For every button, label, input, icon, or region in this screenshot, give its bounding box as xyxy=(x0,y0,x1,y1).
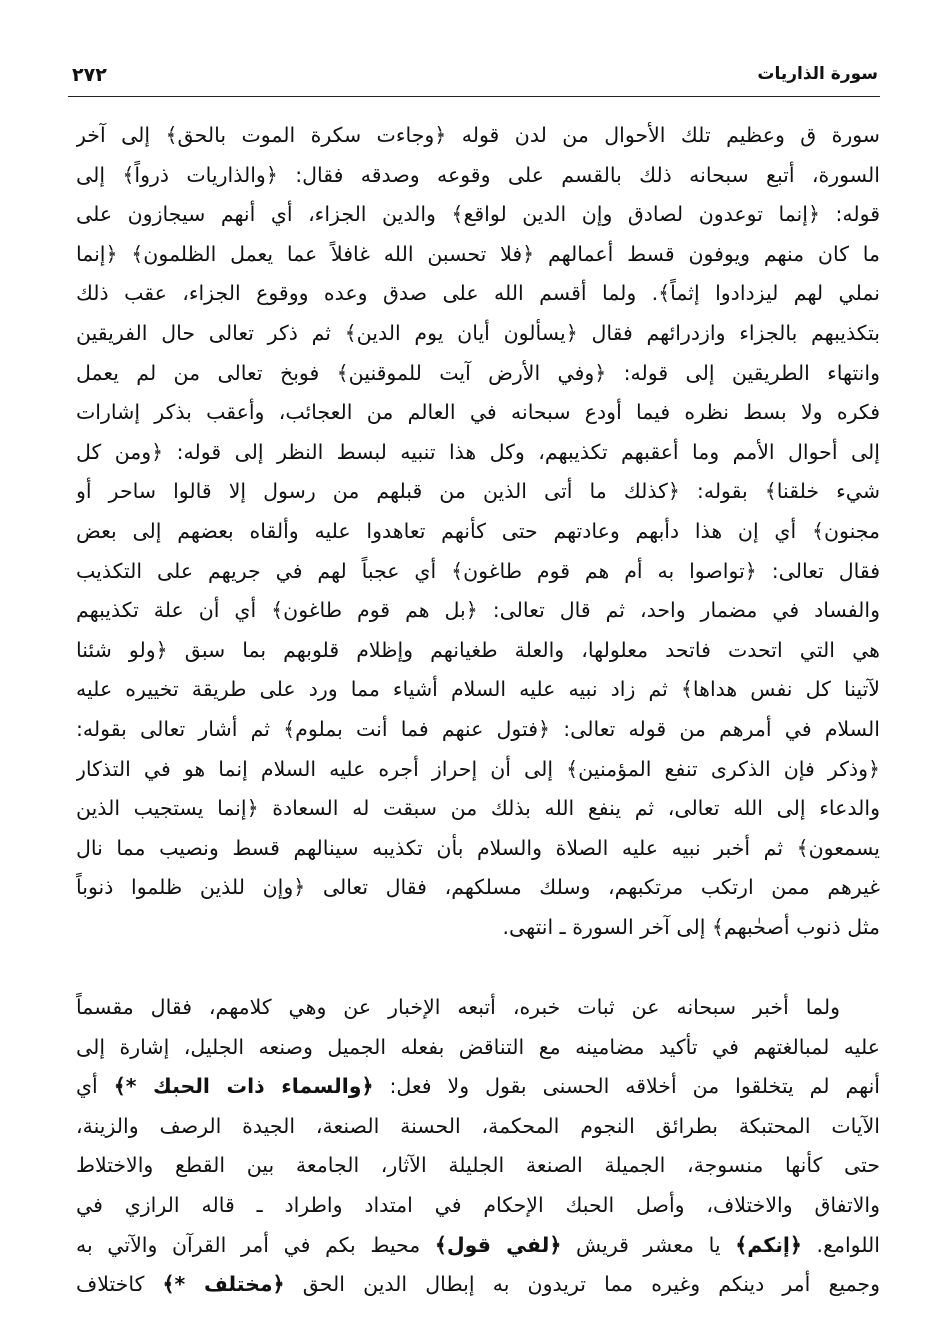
text-line xyxy=(76,750,880,790)
text-line xyxy=(76,433,880,473)
text-segment: الآيات المحتبكة بطرائق النجوم المحكمة، الحسنة الصنعة، الجيدة الرصف والزينة، xyxy=(76,1113,880,1138)
text-line xyxy=(76,1067,880,1107)
quran-quote: ﴿إنكم﴾ xyxy=(735,1232,802,1257)
text-line xyxy=(76,988,880,1028)
text-line xyxy=(76,552,880,592)
text-segment: ما كان منهم ويوفون قسط أعمالهم ﴿فلا تحسبن الله غافلاً عما يعمل الظلمون﴾ ﴿إنما xyxy=(76,241,880,266)
text-line xyxy=(76,354,880,394)
text-segment: حتى كأنها منسوجة، الجميلة الصنعة الجليلة الآثار، الجامعة بين القطع والاختلاط xyxy=(76,1153,880,1178)
text-segment: بتكذيبهم بالجزاء وازدرائهم فقال ﴿يسألون أيان يوم الدين﴾ ثم ذكر تعالى حال الفريقين xyxy=(76,320,880,345)
text-line xyxy=(76,393,880,433)
text-segment: عليه لمبالغتهم في تأكيد مضامينه مع التناقض بفعله الجميل وصنعه الجليل، إشارة إلى xyxy=(76,1034,880,1059)
text-segment: محيط بكم في أمر القرآن والآتي به xyxy=(76,1232,435,1257)
text-segment: وجميع أمر دينكم وغيره مما تريدون به إبطال الدين الحق xyxy=(284,1272,880,1297)
quran-quote: ﴿والسماء ذات الحبك *﴾ xyxy=(113,1074,374,1099)
text-line xyxy=(76,1265,880,1305)
text-line xyxy=(76,591,880,631)
text-line xyxy=(76,1226,880,1266)
text-segment: غيرهم ممن ارتكب مرتكبهم، وسلك مسلكهم، فقال تعالى ﴿وإن للذين ظلموا ذنوباً xyxy=(76,875,880,900)
running-header xyxy=(68,58,880,97)
text-segment: ولما أخبر سبحانه عن ثبات خبره، أتبعه الإخبار عن وهي كلامهم، فقال مقسماً xyxy=(76,995,840,1019)
text-line xyxy=(76,829,880,869)
text-line xyxy=(76,314,880,354)
text-segment: اللوامع. xyxy=(801,1232,880,1257)
text-line xyxy=(76,156,880,196)
text-segment: مجنون﴾ أي إن هذا دأبهم وعادتهم حتى كأنهم تعاهدوا عليه وألقاه بعضهم إلى بعض xyxy=(76,518,880,543)
text-line xyxy=(76,868,880,908)
text-segment: كاختلاف xyxy=(76,1272,163,1297)
text-segment: قوله: ﴿إنما توعدون لصادق وإن الدين لواقع﴾ والدين الجزاء، أي أنهم سيجازون على xyxy=(76,202,880,227)
text-segment: مثل ذنوب أصحٰبهم﴾ إلى آخر السورة ـ انتهى. xyxy=(502,914,880,939)
text-segment: السورة، أتبع سبحانه ذلك بالقسم على وقوعه وصدقه فقال: ﴿والذاريات ذرواً﴾ إلى xyxy=(76,162,880,187)
quran-quote: ﴿مختلف *﴾ xyxy=(162,1272,285,1297)
text-segment: والاتفاق والاختلاف، وأصل الحبك الإحكام في امتداد واطراد ـ قاله الرازي في xyxy=(76,1192,880,1217)
paragraph-2 xyxy=(76,988,880,1305)
text-line xyxy=(76,789,880,829)
text-line xyxy=(76,512,880,552)
text-line xyxy=(76,1186,880,1226)
text-segment: ﴿وذكر فإن الذكرى تنفع المؤمنين﴾ إلى أن إحراز أجره عليه السلام إنما هو في التذكار xyxy=(76,756,880,781)
text-line xyxy=(76,631,880,671)
chapter-title: سورة الذاريات xyxy=(757,64,878,84)
text-line xyxy=(76,908,880,948)
text-segment: فكره ولا بسط نظره فيما أودع سبحانه في العالم من العجائب، وأعقب بذكر إشارات xyxy=(76,400,880,425)
text-line xyxy=(76,116,880,156)
text-segment: وانتهاء الطريقين إلى قوله: ﴿وفي الأرض آيت للموقنين﴾ فوبخ تعالى من لم يعمل xyxy=(76,360,880,385)
text-line xyxy=(76,670,880,710)
text-segment: والفساد في مضمار واحد، ثم قال تعالى: ﴿بل هم قوم طاغون﴾ أي أن علة تكذيبهم xyxy=(76,598,880,623)
text-line xyxy=(76,274,880,314)
text-segment: إلى أحوال الأمم وما أعقبهم تكذيبهم، وكل هذا تنبيه لبسط النظر إلى قوله: ﴿ومن كل xyxy=(76,439,880,464)
text-segment: أي xyxy=(76,1074,114,1099)
page-number: ٢٧٢ xyxy=(72,64,107,86)
text-segment: فقال تعالى: ﴿تواصوا به أم هم قوم طاغون﴾ أي عجباً لهم في جريهم على التكذيب xyxy=(76,558,880,583)
text-segment: شيء خلقنا﴾ بقوله: ﴿كذلك ما أتى الذين من قبلهم من رسول إلا قالوا ساحر أو xyxy=(76,479,880,504)
text-line xyxy=(76,1146,880,1186)
text-line xyxy=(76,472,880,512)
text-segment: يسمعون﴾ ثم أخبر نبيه عليه الصلاة والسلام بأن تكذيبه سينالهم قسط ونصيب مما نال xyxy=(76,835,880,860)
text-segment: والدعاء إلى الله تعالى، ثم ينفع الله بذلك من سبقت له السعادة ﴿إنما يستجيب الذين xyxy=(76,796,880,821)
text-line xyxy=(76,710,880,750)
text-line xyxy=(76,1107,880,1147)
paragraph-1 xyxy=(76,116,880,947)
text-line xyxy=(76,1028,880,1068)
text-segment: سورة ق وعظيم تلك الأحوال من لدن قوله ﴿وجاءت سكرة الموت بالحق﴾ إلى آخر xyxy=(76,123,880,147)
quran-quote: ﴿لفي قول﴾ xyxy=(434,1232,562,1257)
text-segment: هي التي اتحدت فاتحد معلولها، والعلة طغيانهم وإظلام قلوبهم بما سبق ﴿ولو شئنا xyxy=(76,637,880,662)
text-segment: السلام في أمرهم من قوله تعالى: ﴿فتول عنهم فما أنت بملوم﴾ ثم أشار تعالى بقوله: xyxy=(76,716,880,741)
text-line xyxy=(76,235,880,275)
text-segment: لآتينا كل نفس هداها﴾ ثم زاد نبيه عليه السلام أشياء مما ورد على طريقة تخييره عليه xyxy=(76,677,880,702)
text-segment: أنهم لم يتخلقوا من أخلاقه الحسنى بقول ولا فعل: xyxy=(373,1074,880,1099)
text-line xyxy=(76,195,880,235)
text-segment: نملي لهم ليزدادوا إثماً﴾. ولما أقسم الله على صدق وعده ووقوع الجزاء، عقب ذلك xyxy=(76,281,880,306)
text-segment: يا معشر قريش xyxy=(561,1232,736,1257)
